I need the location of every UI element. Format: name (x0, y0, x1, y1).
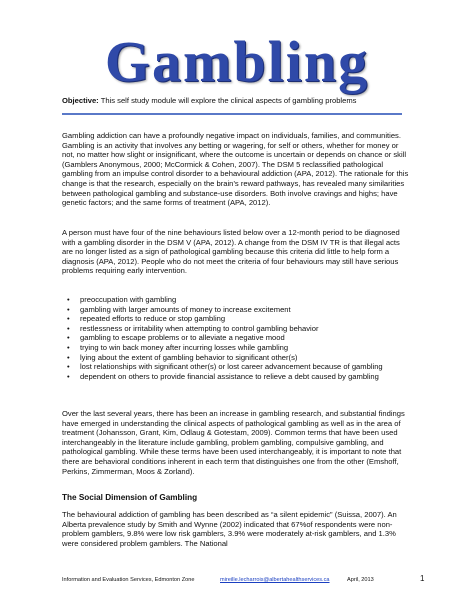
paragraph-research: Over the last several years, there has been an increase in gambling research, and substantial findings have emerged in understanding the clinical aspects of pathological gambling as well as in the area of treatment (Johansson, Grant, Kim, Odlaug & Gotestam, 2009). Common terms that have been used interchangeably in the literature include gambling, problem gambling, compulsive gambling, and pathological gambling. While these terms have been used interchangeably, it is important to note that there are behavioral conditions inherent in each term that distinguishes one from the other (Emshoff, Perkins, Zimmerman, Moos & Zorland). (62, 409, 405, 476)
objective-line (62, 96, 422, 106)
footer-organization: Information and Evaluation Services, Edmonton Zone (62, 577, 195, 583)
bullet-icon: • (67, 362, 70, 372)
bullet-icon: • (67, 371, 70, 381)
bullet-icon: • (67, 295, 70, 304)
paragraph-diagnosis: A person must have four of the nine behaviours listed below over a 12-month period to be diagnosed with a gambling disorder in the DSM V (APA, 2012). A change from the DSM IV TR is that illegal acts are no longer listed as a sign of pathological gambling because this criteria did little to help form a diagnosis (APA, 2012). People who do not meet the criteria of four behaviours may still have serious problems requiring early intervention. (62, 228, 400, 276)
title-block (0, 30, 474, 98)
list-item: • dependent on others to provide financial assistance to relieve a debt caused by gambling (67, 371, 379, 381)
list-item: • gambling to escape problems or to alleviate a negative mood (67, 333, 285, 343)
bullet-icon: • (67, 314, 70, 324)
footer-email-link[interactable]: mireille.lecharrois@albertahealthservices.ca (220, 577, 330, 583)
objective-label: Objective: (62, 96, 99, 105)
document-title: Gambling (104, 29, 370, 94)
list-item: • trying to win back money after incurring losses while gambling (67, 342, 289, 352)
footer-date: April, 2013 (347, 577, 374, 583)
page-number: 1 (420, 574, 425, 583)
list-item: • restlessness or irritability when attempting to control gambling behavior (67, 323, 319, 333)
bullet-icon: • (67, 333, 70, 343)
list-item: • preoccupation with gambling (67, 295, 177, 304)
list-item: • gambling with larger amounts of money to increase excitement (67, 304, 291, 314)
bullet-icon: • (67, 352, 70, 362)
paragraph-intro: Gambling addiction can have a profoundly negative impact on individuals, families, and communities. Gambling is an activity that involves any betting or wagering, for self or others, whether for money or not, no matter how slight or insignificant, where the outcome is uncertain or depends on chance or skill (Gamblers Anonymous, 2000; McCormick & Cohen, 2007). The DSM 5 reclassified pathological gambling from an impulse control disorder to a behavioural addiction (APA, 2012). The rationale for this change is that the research, especially on the brain’s reward pathways, has revealed many similarities between pathological gambling and substance-use disorders. Both involve cravings and highs; have genetic factors; and the same forms of treatment (APA, 2012). (62, 131, 409, 208)
objective-text: This self study module will explore the clinical aspects of gambling problems (98, 96, 357, 105)
title-divider (62, 113, 402, 115)
bullet-icon: • (67, 304, 70, 314)
section-heading: The Social Dimension of Gambling (62, 493, 198, 502)
criteria-list (62, 295, 412, 381)
list-item: • repeated efforts to reduce or stop gambling (67, 314, 226, 324)
list-item: • lying about the extent of gambling behavior to significant other(s) (67, 352, 298, 362)
bullet-icon: • (67, 342, 70, 352)
paragraph-social: The behavioural addiction of gambling has been described as “a silent epidemic” (Suissa, 2007). An Alberta prevalence study by Smith and Wynne (2002) indicated that 67%of respondents were non-problem gamblers, 9.8% were low risk gamblers, 3.9% were moderately at-risk gamblers, and 1.3% were considered problem gamblers. The National (62, 510, 397, 548)
list-item: • lost relationships with significant other(s) or lost career advancement because of gambling (67, 362, 383, 372)
bullet-icon: • (67, 323, 70, 333)
